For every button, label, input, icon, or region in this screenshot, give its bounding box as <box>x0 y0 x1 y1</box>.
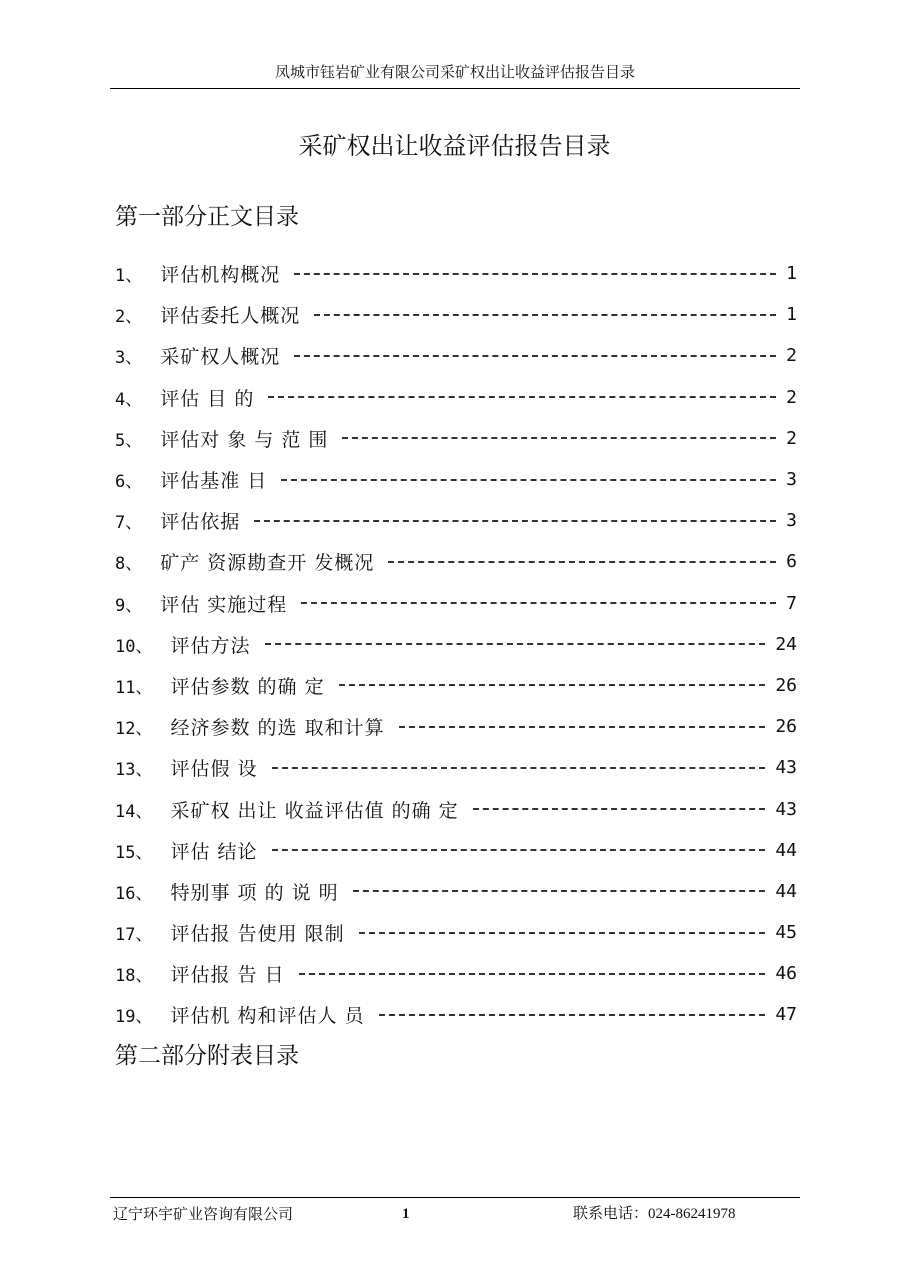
toc-number: 3、 <box>115 348 143 369</box>
toc-label: 评估方法 <box>170 634 251 657</box>
dot-leader <box>301 602 776 604</box>
document-title: 采矿权出让收益评估报告目录 <box>298 132 611 160</box>
toc-entry[interactable] <box>115 541 797 582</box>
dot-leader <box>342 437 776 439</box>
section-heading-part1: 第一部分正文目录 <box>115 204 299 230</box>
toc-page-number: 46 <box>775 963 797 985</box>
toc-label: 评估依据 <box>160 511 241 534</box>
toc-entry[interactable] <box>115 706 797 747</box>
toc-page-number: 26 <box>775 674 797 696</box>
dot-leader <box>268 396 776 398</box>
toc-label: 矿产 资源勘查开 发概况 <box>160 552 375 575</box>
toc-page-number: 2 <box>786 345 797 367</box>
dot-leader <box>254 520 776 522</box>
toc-number: 9、 <box>115 595 143 616</box>
toc-page-number: 6 <box>786 551 797 573</box>
toc-label: 特别事 项 的 说 明 <box>170 881 339 904</box>
toc-page-number: 1 <box>786 304 797 326</box>
toc-number: 19、 <box>115 1007 153 1028</box>
toc-entry[interactable] <box>115 871 797 912</box>
toc-page-number: 44 <box>775 880 797 902</box>
dot-leader <box>265 643 766 645</box>
toc-number: 12、 <box>115 719 153 740</box>
toc-entry[interactable] <box>115 788 797 829</box>
dot-leader <box>379 1014 766 1016</box>
footer-phone: 联系电话：024-86241978 <box>573 1206 736 1222</box>
toc-number: 2、 <box>115 307 143 328</box>
toc-label: 评估 结论 <box>170 840 258 863</box>
toc-entry[interactable] <box>115 747 797 788</box>
dot-leader <box>359 932 766 934</box>
footer-company: 辽宁环宇矿业咨询有限公司 <box>113 1205 294 1223</box>
toc-label: 评估假 设 <box>170 758 258 781</box>
toc-number: 7、 <box>115 513 143 534</box>
toc-entry[interactable] <box>115 335 797 376</box>
toc-page-number: 26 <box>775 716 797 738</box>
toc-page-number: 47 <box>775 1004 797 1026</box>
toc-entry[interactable] <box>115 294 797 335</box>
toc-page-number: 3 <box>786 469 797 491</box>
toc-entry[interactable] <box>115 624 797 665</box>
toc-page-number: 7 <box>786 592 797 614</box>
footer-rule <box>110 1197 800 1198</box>
dot-leader <box>399 726 766 728</box>
toc-label: 评估对 象 与 范 围 <box>160 428 329 451</box>
toc-entry[interactable] <box>115 953 797 994</box>
toc-label: 评估报 告 日 <box>170 964 285 987</box>
toc-page-number: 43 <box>775 798 797 820</box>
dot-leader <box>473 808 766 810</box>
dot-leader <box>272 767 766 769</box>
toc-label: 评估基准 日 <box>160 470 268 493</box>
toc-label: 采矿权人概况 <box>160 346 281 369</box>
toc-label: 评估 实施过程 <box>160 593 288 616</box>
toc-label: 采矿权 出让 收益评估值 的确 定 <box>170 799 459 822</box>
toc-entry[interactable] <box>115 418 797 459</box>
toc-number: 10、 <box>115 636 153 657</box>
running-header: 凤城市钰岩矿业有限公司采矿权出让收益评估报告目录 <box>274 63 635 81</box>
toc-entry[interactable] <box>115 830 797 871</box>
toc-number: 8、 <box>115 554 143 575</box>
toc-number: 14、 <box>115 801 153 822</box>
toc-number: 4、 <box>115 389 143 410</box>
dot-leader <box>294 355 776 357</box>
header-rule <box>110 88 800 89</box>
toc-entry[interactable] <box>115 912 797 953</box>
dot-leader <box>314 314 776 316</box>
toc-label: 评估机 构和评估人 员 <box>170 1005 365 1028</box>
toc-page-number: 44 <box>775 839 797 861</box>
toc-number: 18、 <box>115 966 153 987</box>
dot-leader <box>353 890 766 892</box>
toc-number: 16、 <box>115 883 153 904</box>
toc-page-number: 2 <box>786 427 797 449</box>
toc-number: 6、 <box>115 472 143 493</box>
dot-leader <box>339 684 766 686</box>
toc-page-number: 1 <box>786 263 797 285</box>
toc-page-number: 45 <box>775 922 797 944</box>
toc-label: 评估 目 的 <box>160 387 255 410</box>
dot-leader <box>281 479 776 481</box>
toc-entry[interactable] <box>115 583 797 624</box>
toc-entry[interactable] <box>115 500 797 541</box>
toc-number: 11、 <box>115 677 153 698</box>
toc-page-number: 3 <box>786 510 797 532</box>
dot-leader <box>294 273 776 275</box>
toc-page-number: 2 <box>786 386 797 408</box>
toc-number: 17、 <box>115 925 153 946</box>
toc-page-number: 24 <box>775 633 797 655</box>
dot-leader <box>388 561 776 563</box>
toc-entry[interactable] <box>115 994 797 1035</box>
toc-number: 15、 <box>115 842 153 863</box>
toc-entry[interactable] <box>115 665 797 706</box>
toc-number: 1、 <box>115 266 143 287</box>
toc-entry[interactable] <box>115 459 797 500</box>
toc-label: 评估参数 的确 定 <box>170 675 325 698</box>
dot-leader <box>299 973 766 975</box>
table-of-contents <box>115 253 797 1036</box>
footer-page-number: 1 <box>402 1206 410 1222</box>
toc-number: 13、 <box>115 760 153 781</box>
toc-label: 评估机构概况 <box>160 264 281 287</box>
dot-leader <box>272 849 766 851</box>
toc-label: 评估委托人概况 <box>160 305 301 328</box>
toc-entry[interactable] <box>115 377 797 418</box>
toc-label: 评估报 告使用 限制 <box>170 923 345 946</box>
toc-number: 5、 <box>115 430 143 451</box>
toc-page-number: 43 <box>775 757 797 779</box>
toc-label: 经济参数 的选 取和计算 <box>170 717 385 740</box>
section-heading-part2: 第二部分附表目录 <box>115 1043 299 1069</box>
toc-entry[interactable] <box>115 253 797 294</box>
